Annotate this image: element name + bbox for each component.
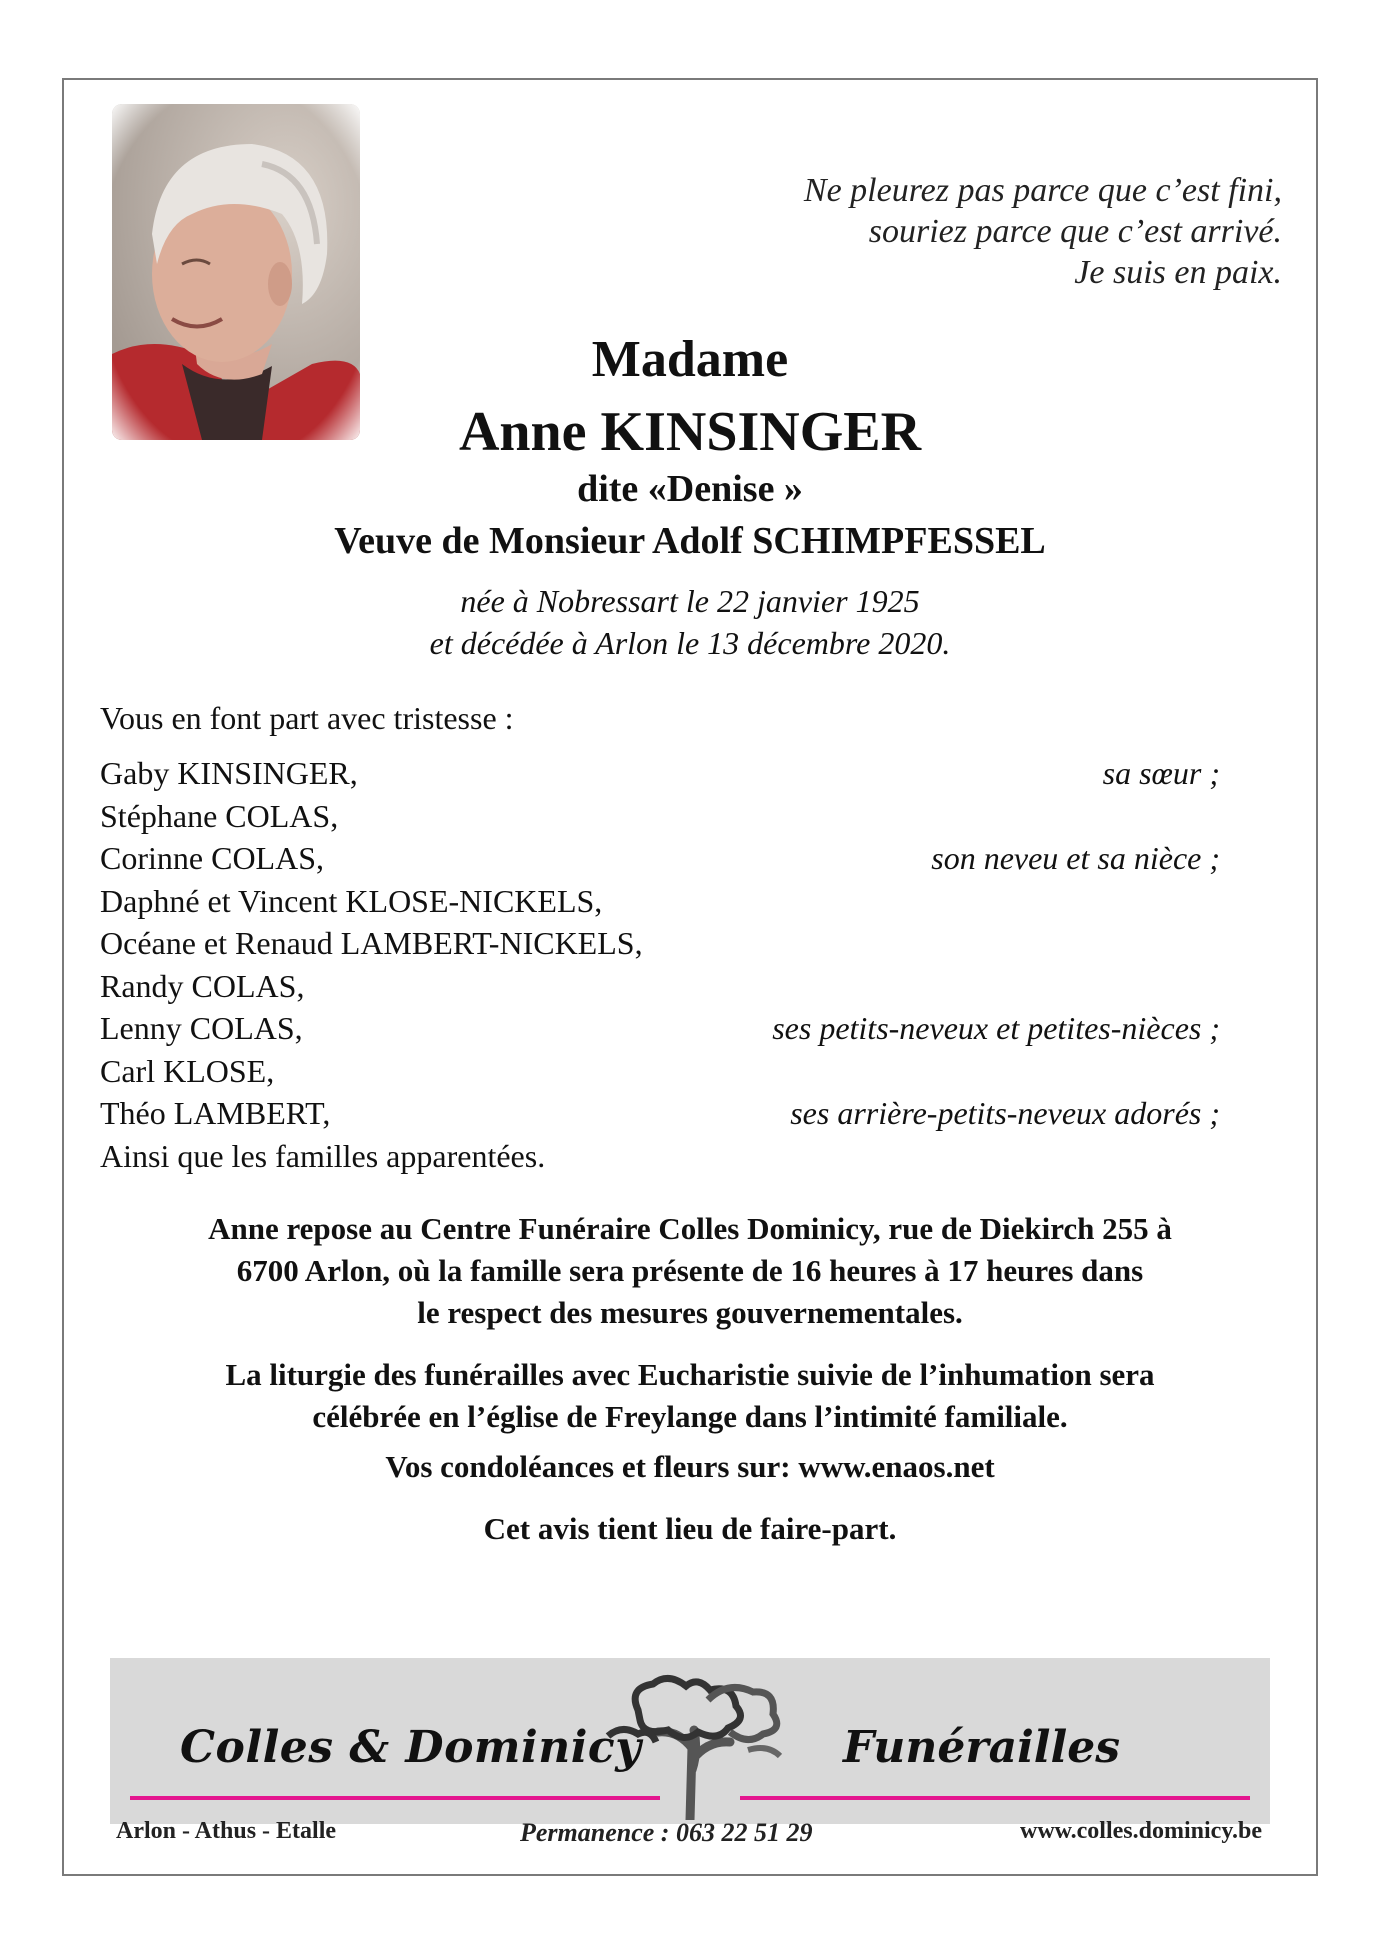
family-row	[100, 1050, 1220, 1093]
branch-cities: Arlon - Athus - Etalle	[116, 1818, 337, 1844]
birth-line: née à Nobressart le 22 janvier 1925	[460, 583, 920, 619]
civility: Madame	[591, 331, 789, 388]
tree-logo-icon	[598, 1670, 788, 1820]
brand-tagline: Funérailles	[842, 1722, 1120, 1773]
family-relation: sa sœur ;	[1102, 755, 1220, 791]
notice-line: le respect des mesures gouvernementales.	[417, 1295, 963, 1330]
notice-line: La liturgie des funérailles avec Eucharistie suivie de l’inhumation sera	[225, 1357, 1155, 1392]
deceased-name: Anne KINSINGER	[458, 401, 922, 463]
family-names: Lenny COLAS,	[100, 1010, 303, 1046]
notice-line: 6700 Arlon, où la famille sera présente de 16 heures à 17 heures dans	[236, 1253, 1144, 1288]
family-list	[100, 752, 1220, 1177]
family-relation: son neveu et sa nièce ;	[931, 840, 1220, 876]
family-names: Daphné et Vincent KLOSE-NICKELS,	[100, 882, 603, 919]
quote-line: Ne pleurez pas parce que c’est fini,	[803, 172, 1282, 209]
family-names: Océane et Renaud LAMBERT-NICKELS,	[100, 925, 643, 961]
notice-line: Anne repose au Centre Funéraire Colles Dominicy, rue de Diekirch 255 à	[208, 1211, 1172, 1246]
brand-name: Colles & Dominicy	[180, 1722, 642, 1773]
accent-line-left	[130, 1796, 660, 1800]
family-names: Randy COLAS,	[100, 967, 305, 1004]
website-link[interactable]: www.colles.dominicy.be	[1019, 1818, 1262, 1844]
family-row	[100, 1092, 1220, 1135]
family-row	[100, 965, 1220, 1008]
death-line: et décédée à Arlon le 13 décembre 2020.	[429, 625, 951, 661]
condolences-notice: Vos condoléances et fleurs sur: www.enaos.net	[385, 1449, 995, 1484]
family-relation: ses arrière-petits-neveux adorés ;	[790, 1095, 1220, 1131]
family-names: Stéphane COLAS,	[100, 797, 339, 834]
family-names: Corinne COLAS,	[100, 840, 324, 876]
quote-line: souriez parce que c’est arrivé.	[868, 213, 1282, 250]
quote-line: Je suis en paix.	[1074, 254, 1282, 291]
funeral-home-banner	[110, 1658, 1270, 1847]
family-row	[100, 1007, 1220, 1050]
family-names: Gaby KINSINGER,	[100, 755, 358, 791]
widow-of: Veuve de Monsieur Adolf SCHIMPFESSEL	[334, 520, 1046, 562]
phone-number: Permanence : 063 22 51 29	[520, 1818, 813, 1847]
announcement-intro: Vous en font part avec tristesse :	[100, 700, 514, 736]
family-row	[100, 752, 1220, 795]
family-row	[100, 1135, 1220, 1178]
epitaph-quote	[804, 170, 1282, 293]
faire-part-notice: Cet avis tient lieu de faire-part.	[483, 1511, 897, 1546]
family-names: Carl KLOSE,	[100, 1052, 275, 1089]
family-row	[100, 880, 1220, 923]
family-row	[100, 837, 1220, 880]
visitation-notice	[62, 1208, 1318, 1334]
family-names: Ainsi que les familles apparentées.	[100, 1137, 546, 1174]
life-dates	[62, 580, 1318, 664]
family-row	[100, 922, 1220, 965]
family-names: Théo LAMBERT,	[100, 1095, 331, 1131]
notice-line: célébrée en l’église de Freylange dans l’intimité familiale.	[312, 1399, 1068, 1434]
family-relation: ses petits-neveux et petites-nièces ;	[772, 1010, 1220, 1046]
liturgy-notice	[62, 1354, 1318, 1438]
accent-line-right	[740, 1796, 1250, 1800]
nickname: dite «Denise »	[577, 468, 803, 510]
family-row	[100, 795, 1220, 838]
